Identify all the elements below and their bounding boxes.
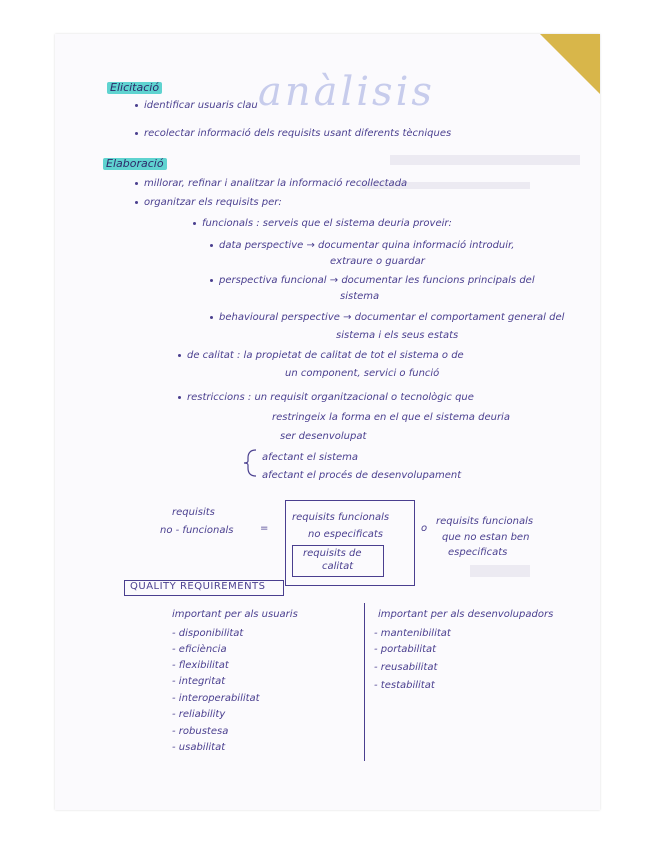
diagram-box-text: requisits funcionals: [292, 512, 390, 523]
quality-left-item: - usabilitat: [172, 742, 226, 753]
diagram-right-text: requisits funcionals: [436, 516, 534, 527]
quality-left-item: - integritat: [172, 676, 226, 687]
funcionals-sub: behavioural perspective → documentar el comportament general del: [210, 312, 564, 324]
funcionals-sub: perspectiva funcional → documentar les funcions principals del: [210, 275, 535, 287]
funcionals-sub: data perspective → documentar quina informació introduir,: [210, 240, 514, 252]
elicitacio-item: identificar usuaris clau: [135, 100, 258, 112]
funcionals-label: funcionals : serveis que el sistema deuria proveir:: [193, 218, 452, 230]
diagram-equals: =: [260, 523, 269, 534]
diagram-left-label: no - funcionals: [160, 525, 234, 536]
elicitacio-heading: Elicitació: [107, 82, 162, 94]
afectant-item: afectant el procés de desenvolupament: [262, 470, 462, 481]
quality-right-item: - testabilitat: [374, 680, 435, 691]
diagram-box-text: no especificats: [308, 529, 383, 540]
quality-right-heading: important per als desenvolupadors: [378, 609, 554, 620]
diagram-left-label: requisits: [172, 507, 215, 518]
diagram-right-text: que no estan ben: [442, 532, 530, 543]
funcionals-sub-cont: sistema i els seus estats: [336, 330, 459, 341]
bleed-through-mark: [470, 565, 530, 577]
quality-right-item: - reusabilitat: [374, 662, 438, 673]
calitat-line-cont: un component, servici o funció: [285, 368, 440, 379]
page-corner-shadow: [540, 34, 600, 94]
quality-left-item: - disponibilitat: [172, 628, 244, 639]
quality-title: QUALITY REQUIREMENTS: [130, 581, 266, 592]
elaboracio-item: organitzar els requisits per:: [135, 197, 282, 209]
elaboracio-heading: Elaboració: [103, 158, 167, 170]
quality-left-item: - interoperabilitat: [172, 693, 260, 704]
elicitacio-item: recolectar informació dels requisits usant diferents tècniques: [135, 128, 451, 140]
calitat-line: de calitat : la propietat de calitat de tot el sistema o de: [178, 350, 464, 362]
bleed-through-mark: [390, 155, 580, 165]
quality-right-item: - portabilitat: [374, 644, 437, 655]
quality-left-item: - reliability: [172, 709, 226, 720]
elaboracio-item: millorar, refinar i analitzar la informació recollectada: [135, 178, 407, 190]
diagram-inner-text: requisits de: [303, 548, 362, 559]
quality-divider: [364, 603, 365, 761]
restriccions-line-cont: restringeix la forma en el que el sistema deuria: [272, 412, 510, 423]
quality-left-item: - flexibilitat: [172, 660, 229, 671]
brace-icon: [242, 448, 262, 478]
ghost-title: anàlisis: [258, 69, 435, 115]
quality-left-item: - robustesa: [172, 726, 229, 737]
funcionals-sub-cont: sistema: [340, 291, 380, 302]
quality-left-heading: important per als usuaris: [172, 609, 298, 620]
quality-left-item: - eficiència: [172, 644, 227, 655]
quality-right-item: - mantenibilitat: [374, 628, 451, 639]
restriccions-line-cont: ser desenvolupat: [280, 431, 367, 442]
diagram-circle: o: [421, 523, 428, 534]
afectant-item: afectant el sistema: [262, 452, 359, 463]
diagram-right-text: especificats: [448, 547, 508, 558]
funcionals-sub-cont: extraure o guardar: [330, 256, 425, 267]
restriccions-line: restriccions : un requisit organitzacional o tecnològic que: [178, 392, 474, 404]
diagram-inner-text: calitat: [322, 561, 354, 572]
